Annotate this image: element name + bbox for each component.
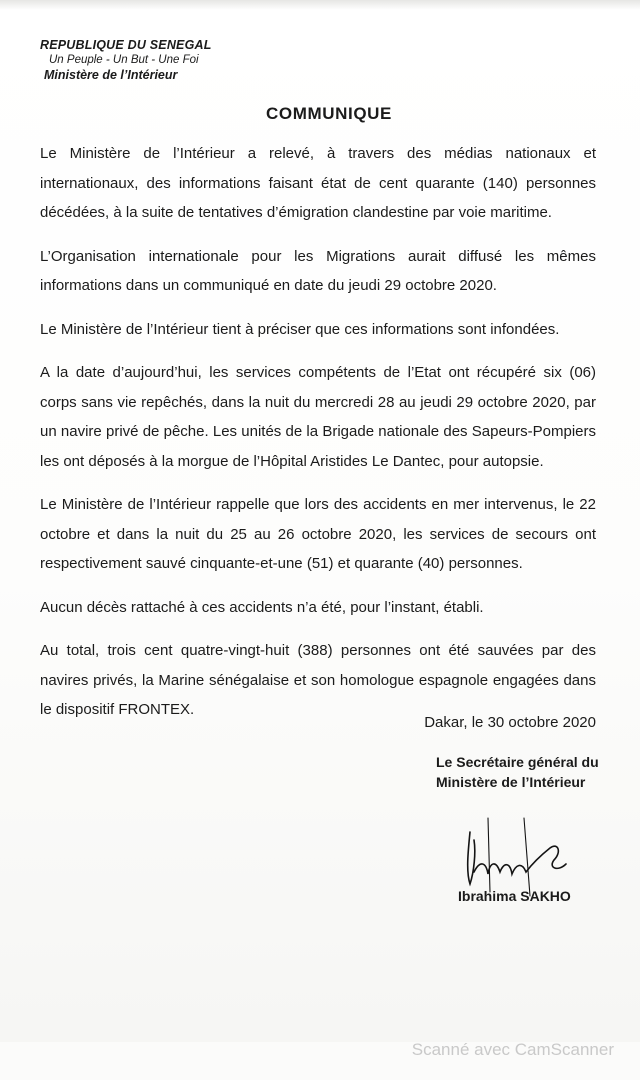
paragraph: A la date d’aujourd’hui, les services compétents de l’Etat ont récupéré six (06) corps sans vie repêchés, dans la nuit du mercredi 28 au jeudi 29 octobre 2020, par un navire privé de pêche. Les unités de la Brigade nationale des Sapeurs-Pompiers les ont déposés à la morgue de l’Hôpital Aristides Le Dantec, pour autopsie.: [40, 364, 596, 470]
ministry-name: Ministère de l’Intérieur: [44, 68, 178, 82]
republic-heading: REPUBLIQUE DU SENEGAL: [40, 38, 212, 52]
paragraph: Le Ministère de l’Intérieur a relevé, à travers des médias nationaux et internationaux, des informations faisant état de cent quarante (140) personnes décédées, à la suite de tentatives d’émigration clandestine par voie maritime.: [40, 145, 596, 221]
signatory-title-line-1: Le Secrétaire général du: [436, 754, 599, 770]
signatory-title-line-2: Ministère de l’Intérieur: [436, 774, 586, 790]
signatory-title: [436, 752, 606, 792]
paragraph: Le Ministère de l’Intérieur tient à préciser que ces informations sont infondées.: [40, 320, 560, 338]
paragraph: Au total, trois cent quatre-vingt-huit (388) personnes ont été sauvées par des navires privés, la Marine sénégalaise et son homologue espagnole engagées dans le dispositif FRONTEX.: [40, 642, 596, 718]
letterhead: [40, 38, 212, 82]
document-title: COMMUNIQUE: [266, 104, 392, 123]
paragraph: Aucun décès rattaché à ces accidents n’a été, pour l’instant, établi.: [40, 598, 484, 616]
paragraph: Le Ministère de l’Intérieur rappelle que lors des accidents en mer intervenus, le 22 octobre et dans la nuit du 25 au 26 octobre 2020, les services de secours ont respectivement sauvé cinquante-et-une (51) et quarante (40) personnes.: [40, 496, 596, 572]
place-date-line: Dakar, le 30 octobre 2020: [424, 714, 596, 731]
scan-edge-shadow: [0, 0, 640, 10]
paragraph: L’Organisation internationale pour les Migrations aurait diffusé les mêmes informations dans un communiqué en date du jeudi 29 octobre 2020.: [40, 247, 596, 294]
scanner-watermark: Scanné avec CamScanner: [411, 1040, 614, 1059]
signatory-name: Ibrahima SAKHO: [458, 888, 571, 904]
national-motto: Un Peuple - Un But - Une Foi: [49, 54, 199, 66]
communique-body: [40, 139, 596, 739]
